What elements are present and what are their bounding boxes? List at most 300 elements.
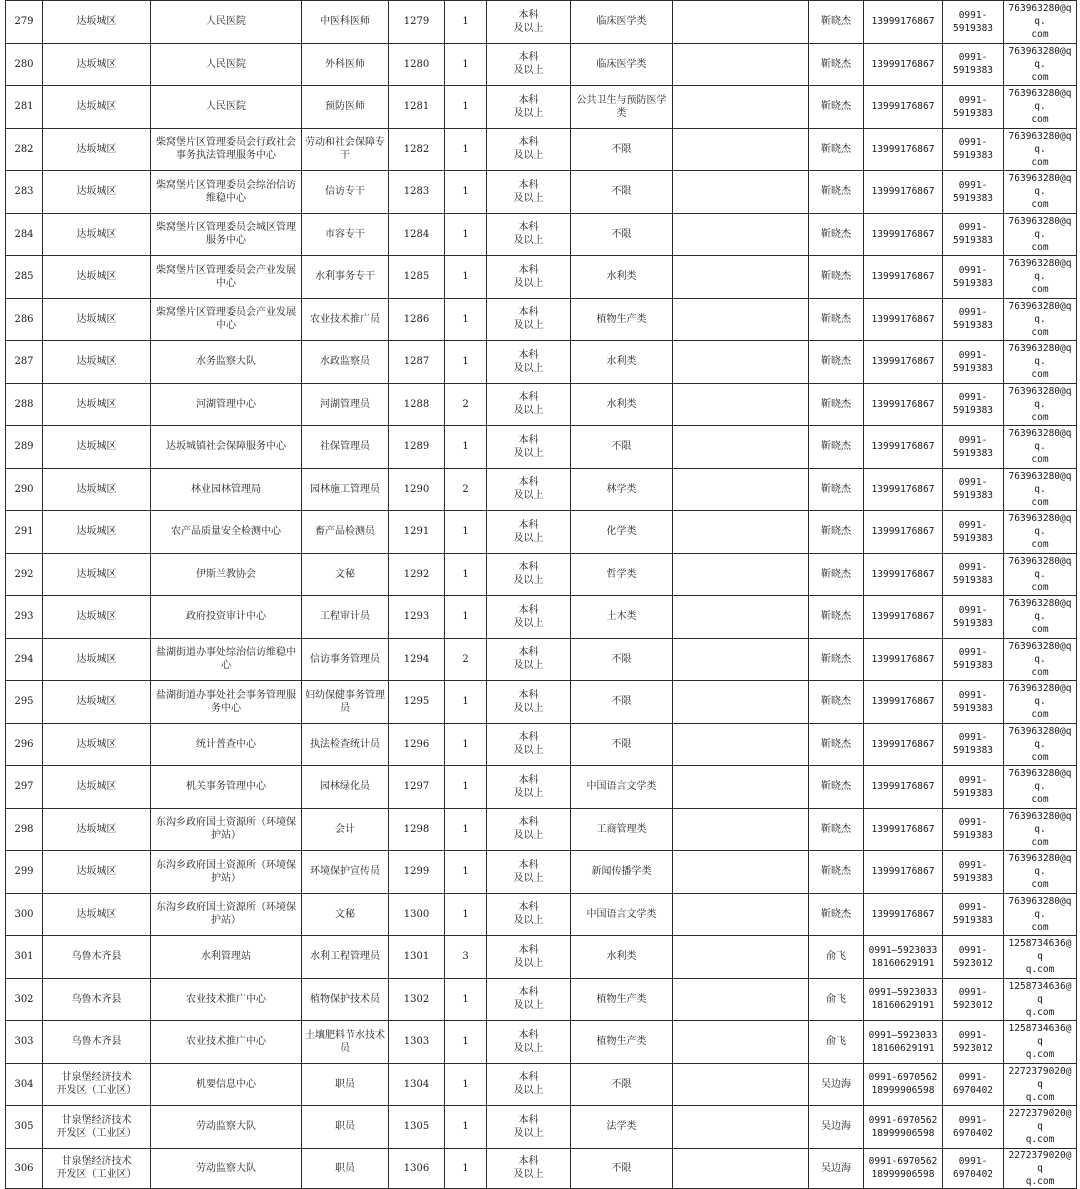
phone-cell: 0991-6970562 18999906598 — [864, 1063, 943, 1106]
row-number-cell: 279 — [6, 1, 43, 44]
region-cell: 达坂城区 — [43, 383, 151, 426]
table-row — [6, 43, 1077, 86]
major-cell: 水利类 — [571, 341, 673, 384]
position-code-cell: 1282 — [389, 128, 445, 171]
email-cell: 2272379020@q q.com — [1004, 1063, 1077, 1106]
row-number-cell: 285 — [6, 256, 43, 299]
table-row — [6, 553, 1077, 596]
table-row — [6, 1148, 1077, 1188]
table-row — [6, 86, 1077, 129]
contact-person-cell: 靳晓杰 — [809, 766, 864, 809]
table-row — [6, 426, 1077, 469]
row-number-cell: 298 — [6, 808, 43, 851]
position-code-cell: 1297 — [389, 766, 445, 809]
table-row — [6, 766, 1077, 809]
table-row — [6, 596, 1077, 639]
email-cell: 763963280@qq. com — [1004, 256, 1077, 299]
unit-cell: 统计普查中心 — [151, 723, 302, 766]
position-code-cell: 1280 — [389, 43, 445, 86]
phone-cell: 13999176867 — [864, 1, 943, 44]
remark-cell — [673, 1106, 809, 1149]
education-cell: 本科 及以上 — [487, 426, 571, 469]
position-cell: 农业技术推广员 — [302, 298, 389, 341]
major-cell: 水利类 — [571, 936, 673, 979]
position-cell: 社保管理员 — [302, 426, 389, 469]
unit-cell: 柴窝堡片区管理委员会产业发展中心 — [151, 256, 302, 299]
position-code-cell: 1298 — [389, 808, 445, 851]
office-tel-cell: 0991- 5919383 — [943, 256, 1004, 299]
contact-person-cell: 靳晓杰 — [809, 468, 864, 511]
major-cell: 林学类 — [571, 468, 673, 511]
row-number-cell: 282 — [6, 128, 43, 171]
office-tel-cell: 0991- 5919383 — [943, 468, 1004, 511]
contact-person-cell: 靳晓杰 — [809, 893, 864, 936]
unit-cell: 劳动监察大队 — [151, 1148, 302, 1188]
office-tel-cell: 0991- 5919383 — [943, 553, 1004, 596]
region-cell: 达坂城区 — [43, 893, 151, 936]
office-tel-cell: 0991- 5919383 — [943, 43, 1004, 86]
contact-person-cell: 靳晓杰 — [809, 298, 864, 341]
unit-cell: 政府投资审计中心 — [151, 596, 302, 639]
region-cell: 达坂城区 — [43, 468, 151, 511]
headcount-cell: 1 — [445, 808, 487, 851]
email-cell: 1258734636@q q.com — [1004, 936, 1077, 979]
remark-cell — [673, 43, 809, 86]
position-cell: 信访专干 — [302, 171, 389, 214]
region-cell: 达坂城区 — [43, 298, 151, 341]
row-number-cell: 305 — [6, 1106, 43, 1149]
major-cell: 临床医学类 — [571, 1, 673, 44]
region-cell: 达坂城区 — [43, 1, 151, 44]
unit-cell: 达坂城镇社会保障服务中心 — [151, 426, 302, 469]
unit-cell: 东沟乡政府国土资源所（环境保护站） — [151, 893, 302, 936]
region-cell: 达坂城区 — [43, 128, 151, 171]
position-cell: 环境保护宣传员 — [302, 851, 389, 894]
row-number-cell: 284 — [6, 213, 43, 256]
contact-person-cell: 靳晓杰 — [809, 596, 864, 639]
unit-cell: 东沟乡政府国土资源所（环境保护站） — [151, 808, 302, 851]
position-cell: 职员 — [302, 1148, 389, 1188]
position-cell: 水利事务专干 — [302, 256, 389, 299]
position-cell: 植物保护技术员 — [302, 978, 389, 1021]
region-cell: 达坂城区 — [43, 511, 151, 554]
headcount-cell: 1 — [445, 86, 487, 129]
education-cell: 本科 及以上 — [487, 808, 571, 851]
headcount-cell: 1 — [445, 1021, 487, 1064]
phone-cell: 13999176867 — [864, 298, 943, 341]
unit-cell: 河湖管理中心 — [151, 383, 302, 426]
education-cell: 本科 及以上 — [487, 851, 571, 894]
position-code-cell: 1290 — [389, 468, 445, 511]
major-cell: 植物生产类 — [571, 298, 673, 341]
remark-cell — [673, 936, 809, 979]
major-cell: 新闻传播学类 — [571, 851, 673, 894]
contact-person-cell: 吴边海 — [809, 1148, 864, 1188]
major-cell: 土木类 — [571, 596, 673, 639]
headcount-cell: 3 — [445, 936, 487, 979]
contact-person-cell: 靳晓杰 — [809, 1, 864, 44]
table-row — [6, 383, 1077, 426]
contact-person-cell: 靳晓杰 — [809, 171, 864, 214]
contact-person-cell: 靳晓杰 — [809, 213, 864, 256]
unit-cell: 伊斯兰教协会 — [151, 553, 302, 596]
contact-person-cell: 靳晓杰 — [809, 553, 864, 596]
unit-cell: 柴窝堡片区管理委员会行政社会事务执法管理服务中心 — [151, 128, 302, 171]
email-cell: 763963280@qq. com — [1004, 171, 1077, 214]
education-cell: 本科 及以上 — [487, 171, 571, 214]
contact-person-cell: 吴边海 — [809, 1063, 864, 1106]
position-code-cell: 1295 — [389, 681, 445, 724]
office-tel-cell: 0991- 5919383 — [943, 723, 1004, 766]
headcount-cell: 2 — [445, 468, 487, 511]
row-number-cell: 289 — [6, 426, 43, 469]
major-cell: 水利类 — [571, 256, 673, 299]
email-cell: 763963280@qq. com — [1004, 426, 1077, 469]
contact-person-cell: 靳晓杰 — [809, 426, 864, 469]
major-cell: 临床医学类 — [571, 43, 673, 86]
table-row — [6, 468, 1077, 511]
row-number-cell: 302 — [6, 978, 43, 1021]
phone-cell: 0991—5923033 18160629191 — [864, 936, 943, 979]
major-cell: 不限 — [571, 128, 673, 171]
position-code-cell: 1289 — [389, 426, 445, 469]
email-cell: 763963280@qq. com — [1004, 1, 1077, 44]
position-cell: 劳动和社会保障专干 — [302, 128, 389, 171]
headcount-cell: 1 — [445, 256, 487, 299]
remark-cell — [673, 1063, 809, 1106]
row-number-cell: 281 — [6, 86, 43, 129]
headcount-cell: 1 — [445, 1, 487, 44]
unit-cell: 盐湖街道办事处社会事务管理服务中心 — [151, 681, 302, 724]
remark-cell — [673, 298, 809, 341]
remark-cell — [673, 468, 809, 511]
headcount-cell: 1 — [445, 128, 487, 171]
office-tel-cell: 0991- 5919383 — [943, 766, 1004, 809]
contact-person-cell: 靳晓杰 — [809, 808, 864, 851]
unit-cell: 农产品质量安全检测中心 — [151, 511, 302, 554]
headcount-cell: 1 — [445, 681, 487, 724]
region-cell: 达坂城区 — [43, 851, 151, 894]
phone-cell: 0991—5923033 18160629191 — [864, 1021, 943, 1064]
unit-cell: 盐湖街道办事处综治信访维稳中心 — [151, 638, 302, 681]
position-cell: 文秘 — [302, 893, 389, 936]
office-tel-cell: 0991- 5919383 — [943, 86, 1004, 129]
position-cell: 执法检查统计员 — [302, 723, 389, 766]
education-cell: 本科 及以上 — [487, 86, 571, 129]
unit-cell: 劳动监察大队 — [151, 1106, 302, 1149]
contact-person-cell: 俞飞 — [809, 1021, 864, 1064]
position-code-cell: 1299 — [389, 851, 445, 894]
contact-person-cell: 靳晓杰 — [809, 86, 864, 129]
office-tel-cell: 0991- 5919383 — [943, 893, 1004, 936]
unit-cell: 机关事务管理中心 — [151, 766, 302, 809]
email-cell: 763963280@qq. com — [1004, 213, 1077, 256]
region-cell: 达坂城区 — [43, 341, 151, 384]
region-cell: 达坂城区 — [43, 86, 151, 129]
education-cell: 本科 及以上 — [487, 1148, 571, 1188]
table-row — [6, 341, 1077, 384]
email-cell: 763963280@qq. com — [1004, 43, 1077, 86]
region-cell: 乌鲁木齐县 — [43, 978, 151, 1021]
region-cell: 达坂城区 — [43, 766, 151, 809]
table-row — [6, 128, 1077, 171]
email-cell: 763963280@qq. com — [1004, 128, 1077, 171]
phone-cell: 0991—5923033 18160629191 — [864, 978, 943, 1021]
email-cell: 763963280@qq. com — [1004, 383, 1077, 426]
office-tel-cell: 0991- 5919383 — [943, 1, 1004, 44]
email-cell: 763963280@qq. com — [1004, 723, 1077, 766]
remark-cell — [673, 596, 809, 639]
education-cell: 本科 及以上 — [487, 341, 571, 384]
headcount-cell: 1 — [445, 1063, 487, 1106]
email-cell: 763963280@qq. com — [1004, 596, 1077, 639]
email-cell: 763963280@qq. com — [1004, 638, 1077, 681]
major-cell: 法学类 — [571, 1106, 673, 1149]
headcount-cell: 1 — [445, 511, 487, 554]
major-cell: 工商管理类 — [571, 808, 673, 851]
contact-person-cell: 吴边海 — [809, 1106, 864, 1149]
email-cell: 763963280@qq. com — [1004, 766, 1077, 809]
remark-cell — [673, 978, 809, 1021]
table-row — [6, 213, 1077, 256]
headcount-cell: 1 — [445, 766, 487, 809]
phone-cell: 13999176867 — [864, 893, 943, 936]
remark-cell — [673, 766, 809, 809]
region-cell: 达坂城区 — [43, 171, 151, 214]
row-number-cell: 294 — [6, 638, 43, 681]
table-row — [6, 978, 1077, 1021]
office-tel-cell: 0991- 5919383 — [943, 128, 1004, 171]
headcount-cell: 1 — [445, 978, 487, 1021]
office-tel-cell: 0991- 5919383 — [943, 638, 1004, 681]
region-cell: 达坂城区 — [43, 256, 151, 299]
education-cell: 本科 及以上 — [487, 553, 571, 596]
position-cell: 妇幼保健事务管理员 — [302, 681, 389, 724]
remark-cell — [673, 256, 809, 299]
phone-cell: 13999176867 — [864, 383, 943, 426]
headcount-cell: 2 — [445, 383, 487, 426]
region-cell: 乌鲁木齐县 — [43, 936, 151, 979]
position-code-cell: 1304 — [389, 1063, 445, 1106]
row-number-cell: 301 — [6, 936, 43, 979]
phone-cell: 13999176867 — [864, 766, 943, 809]
phone-cell: 13999176867 — [864, 341, 943, 384]
table-row — [6, 1, 1077, 44]
office-tel-cell: 0991- 5919383 — [943, 383, 1004, 426]
row-number-cell: 303 — [6, 1021, 43, 1064]
position-code-cell: 1302 — [389, 978, 445, 1021]
email-cell: 763963280@qq. com — [1004, 808, 1077, 851]
office-tel-cell: 0991- 5919383 — [943, 681, 1004, 724]
position-code-cell: 1291 — [389, 511, 445, 554]
region-cell: 达坂城区 — [43, 426, 151, 469]
office-tel-cell: 0991- 6970402 — [943, 1148, 1004, 1188]
major-cell: 不限 — [571, 638, 673, 681]
phone-cell: 13999176867 — [864, 86, 943, 129]
phone-cell: 13999176867 — [864, 638, 943, 681]
contact-person-cell: 靳晓杰 — [809, 723, 864, 766]
email-cell: 763963280@qq. com — [1004, 851, 1077, 894]
position-code-cell: 1306 — [389, 1148, 445, 1188]
major-cell: 不限 — [571, 426, 673, 469]
email-cell: 763963280@qq. com — [1004, 511, 1077, 554]
email-cell: 763963280@qq. com — [1004, 681, 1077, 724]
table-row — [6, 851, 1077, 894]
education-cell: 本科 及以上 — [487, 638, 571, 681]
email-cell: 763963280@qq. com — [1004, 298, 1077, 341]
email-cell: 763963280@qq. com — [1004, 893, 1077, 936]
phone-cell: 13999176867 — [864, 511, 943, 554]
remark-cell — [673, 511, 809, 554]
email-cell: 2272379020@q q.com — [1004, 1148, 1077, 1188]
education-cell: 本科 及以上 — [487, 893, 571, 936]
remark-cell — [673, 213, 809, 256]
phone-cell: 13999176867 — [864, 256, 943, 299]
major-cell: 植物生产类 — [571, 978, 673, 1021]
major-cell: 公共卫生与预防医学类 — [571, 86, 673, 129]
phone-cell: 13999176867 — [864, 171, 943, 214]
table-row — [6, 1106, 1077, 1149]
major-cell: 中国语言文学类 — [571, 893, 673, 936]
phone-cell: 13999176867 — [864, 851, 943, 894]
position-cell: 信访事务管理员 — [302, 638, 389, 681]
headcount-cell: 1 — [445, 43, 487, 86]
region-cell: 甘泉堡经济技术 开发区（工业区） — [43, 1148, 151, 1188]
position-code-cell: 1283 — [389, 171, 445, 214]
position-code-cell: 1301 — [389, 936, 445, 979]
contact-person-cell: 靳晓杰 — [809, 681, 864, 724]
unit-cell: 人民医院 — [151, 86, 302, 129]
row-number-cell: 306 — [6, 1148, 43, 1188]
row-number-cell: 286 — [6, 298, 43, 341]
contact-person-cell: 靳晓杰 — [809, 341, 864, 384]
row-number-cell: 290 — [6, 468, 43, 511]
headcount-cell: 1 — [445, 213, 487, 256]
position-cell: 职员 — [302, 1106, 389, 1149]
major-cell: 不限 — [571, 1148, 673, 1188]
email-cell: 763963280@qq. com — [1004, 468, 1077, 511]
office-tel-cell: 0991- 5919383 — [943, 511, 1004, 554]
office-tel-cell: 0991- 5923012 — [943, 978, 1004, 1021]
region-cell: 达坂城区 — [43, 43, 151, 86]
phone-cell: 0991-6970562 18999906598 — [864, 1106, 943, 1149]
position-cell: 园林施工管理员 — [302, 468, 389, 511]
region-cell: 达坂城区 — [43, 553, 151, 596]
position-code-cell: 1300 — [389, 893, 445, 936]
position-cell: 中医科医师 — [302, 1, 389, 44]
email-cell: 1258734636@q q.com — [1004, 1021, 1077, 1064]
remark-cell — [673, 128, 809, 171]
position-cell: 工程审计员 — [302, 596, 389, 639]
education-cell: 本科 及以上 — [487, 256, 571, 299]
position-code-cell: 1293 — [389, 596, 445, 639]
unit-cell: 柴窝堡片区管理委员会产业发展中心 — [151, 298, 302, 341]
phone-cell: 13999176867 — [864, 596, 943, 639]
position-cell: 水利工程管理员 — [302, 936, 389, 979]
row-number-cell: 288 — [6, 383, 43, 426]
region-cell: 达坂城区 — [43, 723, 151, 766]
position-code-cell: 1281 — [389, 86, 445, 129]
unit-cell: 柴窝堡片区管理委员会综治信访维稳中心 — [151, 171, 302, 214]
major-cell: 哲学类 — [571, 553, 673, 596]
remark-cell — [673, 1148, 809, 1188]
education-cell: 本科 及以上 — [487, 43, 571, 86]
position-cell: 外科医师 — [302, 43, 389, 86]
position-code-cell: 1288 — [389, 383, 445, 426]
education-cell: 本科 及以上 — [487, 1106, 571, 1149]
education-cell: 本科 及以上 — [487, 511, 571, 554]
remark-cell — [673, 86, 809, 129]
unit-cell: 农业技术推广中心 — [151, 978, 302, 1021]
headcount-cell: 1 — [445, 298, 487, 341]
region-cell: 甘泉堡经济技术 开发区（工业区） — [43, 1106, 151, 1149]
office-tel-cell: 0991- 5919383 — [943, 426, 1004, 469]
office-tel-cell: 0991- 5919383 — [943, 213, 1004, 256]
headcount-cell: 1 — [445, 851, 487, 894]
table-row — [6, 1021, 1077, 1064]
region-cell: 达坂城区 — [43, 596, 151, 639]
row-number-cell: 299 — [6, 851, 43, 894]
contact-person-cell: 俞飞 — [809, 978, 864, 1021]
position-code-cell: 1305 — [389, 1106, 445, 1149]
email-cell: 2272379020@q q.com — [1004, 1106, 1077, 1149]
remark-cell — [673, 723, 809, 766]
headcount-cell: 1 — [445, 893, 487, 936]
remark-cell — [673, 638, 809, 681]
row-number-cell: 291 — [6, 511, 43, 554]
education-cell: 本科 及以上 — [487, 1, 571, 44]
unit-cell: 东沟乡政府国土资源所（环境保护站） — [151, 851, 302, 894]
table-row — [6, 298, 1077, 341]
major-cell: 水利类 — [571, 383, 673, 426]
row-number-cell: 304 — [6, 1063, 43, 1106]
major-cell: 不限 — [571, 681, 673, 724]
position-code-cell: 1286 — [389, 298, 445, 341]
major-cell: 不限 — [571, 213, 673, 256]
position-cell: 园林绿化员 — [302, 766, 389, 809]
position-cell: 水政监察员 — [302, 341, 389, 384]
contact-person-cell: 靳晓杰 — [809, 43, 864, 86]
email-cell: 763963280@qq. com — [1004, 86, 1077, 129]
office-tel-cell: 0991- 5919383 — [943, 808, 1004, 851]
position-code-cell: 1294 — [389, 638, 445, 681]
headcount-cell: 1 — [445, 171, 487, 214]
table-row — [6, 256, 1077, 299]
row-number-cell: 287 — [6, 341, 43, 384]
position-cell: 会计 — [302, 808, 389, 851]
office-tel-cell: 0991- 5919383 — [943, 341, 1004, 384]
education-cell: 本科 及以上 — [487, 1063, 571, 1106]
office-tel-cell: 0991- 5919383 — [943, 298, 1004, 341]
education-cell: 本科 及以上 — [487, 723, 571, 766]
major-cell: 不限 — [571, 1063, 673, 1106]
region-cell: 乌鲁木齐县 — [43, 1021, 151, 1064]
table-body — [6, 1, 1077, 1189]
table-row — [6, 893, 1077, 936]
education-cell: 本科 及以上 — [487, 681, 571, 724]
unit-cell: 人民医院 — [151, 1, 302, 44]
remark-cell — [673, 893, 809, 936]
table-row — [6, 638, 1077, 681]
contact-person-cell: 靳晓杰 — [809, 383, 864, 426]
phone-cell: 13999176867 — [864, 553, 943, 596]
remark-cell — [673, 426, 809, 469]
unit-cell: 柴窝堡片区管理委员会城区管理服务中心 — [151, 213, 302, 256]
phone-cell: 13999176867 — [864, 808, 943, 851]
row-number-cell: 296 — [6, 723, 43, 766]
email-cell: 763963280@qq. com — [1004, 553, 1077, 596]
education-cell: 本科 及以上 — [487, 978, 571, 1021]
